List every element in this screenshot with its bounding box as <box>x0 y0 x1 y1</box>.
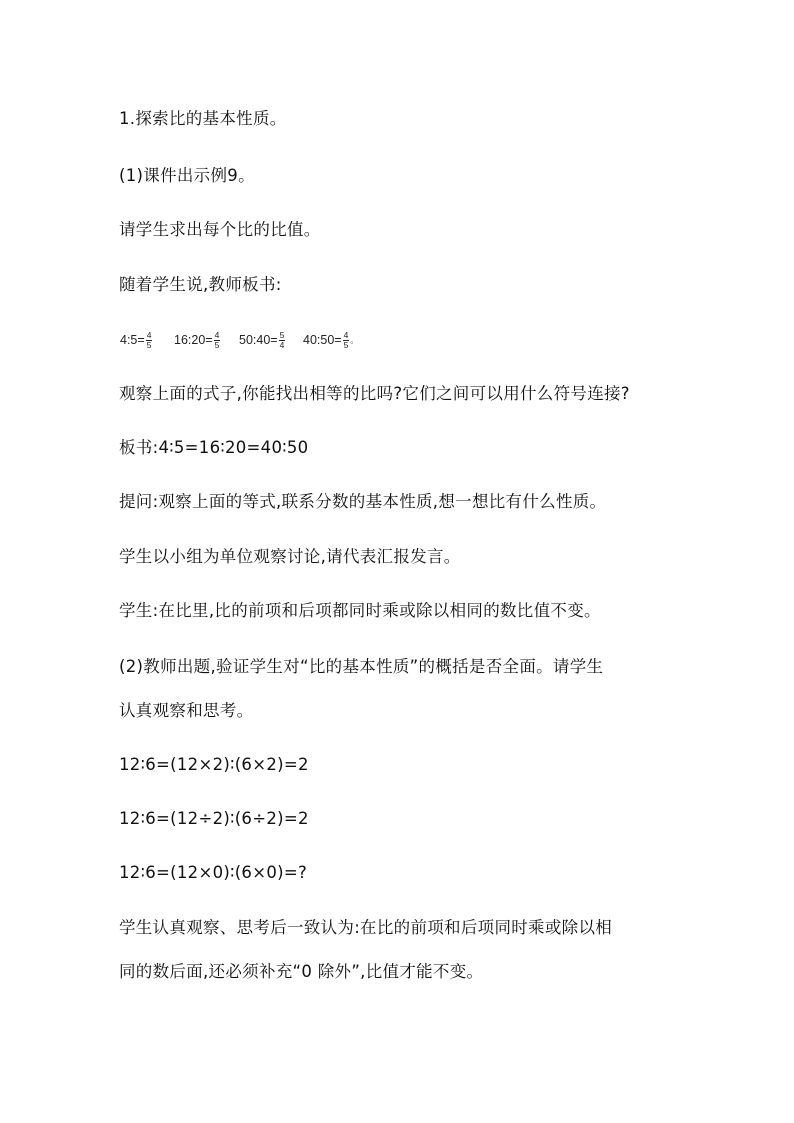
formula-ratio: 40:50= <box>303 333 342 347</box>
step-2-line-2: 认真观察和思考。 <box>119 701 254 720</box>
formula-item <box>239 325 285 355</box>
board-equation: 板书:4∶5=16∶20=40∶50 <box>119 438 309 457</box>
formula-item <box>174 325 220 355</box>
observe-question: 观察上面的式子,你能找出相等的比吗?它们之间可以用什么符号连接? <box>119 384 630 403</box>
formula-item <box>120 325 152 355</box>
formula-ratio: 4:5= <box>120 333 145 347</box>
conclusion-line-1: 学生认真观察、思考后一致认为:在比的前项和后项同时乘或除以相 <box>119 918 613 937</box>
step-2-line-1: (2)教师出题,验证学生对“比的基本性质”的概括是否全面。请学生 <box>119 657 604 676</box>
teacher-question: 提问:观察上面的等式,联系分数的基本性质,想一想比有什么性质。 <box>119 492 607 511</box>
fraction <box>146 331 153 350</box>
fraction <box>343 331 350 350</box>
student-answer: 学生:在比里,比的前项和后项都同时乘或除以相同的数比值不变。 <box>119 601 601 620</box>
fraction <box>214 331 221 350</box>
fraction-numerator: 4 <box>343 329 349 340</box>
formula-end-mark: 。 <box>350 335 359 345</box>
formula-ratio: 16:20= <box>174 333 213 347</box>
formula-item <box>303 325 358 355</box>
fraction-numerator: 4 <box>146 329 152 340</box>
board-intro-text: 随着学生说,教师板书: <box>119 275 282 294</box>
formula-ratio: 50:40= <box>239 333 278 347</box>
fraction-denominator: 5 <box>146 339 152 350</box>
fraction-denominator: 4 <box>279 339 285 350</box>
equation-2: 12∶6=(12÷2)∶(6÷2)=2 <box>119 809 309 828</box>
fraction-numerator: 5 <box>279 329 285 340</box>
heading-explore-ratio-property: 1.探索比的基本性质。 <box>119 109 287 128</box>
group-discussion-text: 学生以小组为单位观察讨论,请代表汇报发言。 <box>119 547 461 566</box>
fraction-denominator: 5 <box>214 339 220 350</box>
fraction-denominator: 5 <box>343 339 349 350</box>
step-1-text: (1)课件出示例9。 <box>119 166 255 185</box>
fraction-numerator: 4 <box>214 329 220 340</box>
instruction-text: 请学生求出每个比的比值。 <box>119 220 321 239</box>
equation-3: 12∶6=(12×0)∶(6×0)=? <box>119 863 308 882</box>
equation-1: 12∶6=(12×2)∶(6×2)=2 <box>119 755 309 774</box>
conclusion-line-2: 同的数后面,还必须补充“0 除外”,比值才能不变。 <box>119 962 484 981</box>
fraction <box>279 331 286 350</box>
